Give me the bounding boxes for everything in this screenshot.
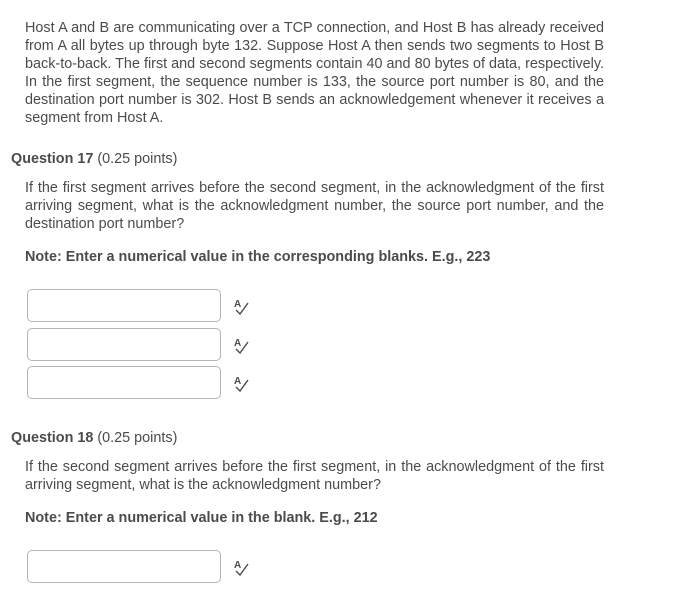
question-17-note: Note: Enter a numerical value in the corresponding blanks. E.g., 223	[25, 249, 491, 265]
question-18-number: Question 18	[11, 430, 94, 446]
svg-text:A: A	[234, 560, 242, 571]
question-17-heading	[11, 150, 177, 168]
scenario-text: Host A and B are communicating over a TCP connection, and Host B has already received from A all bytes up through byte 132. Suppose Host A then sends two segments to Host B back-to-back. The first and second segments contain 40 and 80 bytes of data, respectively. In the first segment, the sequence number is 133, the source port number is 80, and the destination port number is 302. Host B sends an acknowledgement whenever it receives a segment from Host A.	[25, 20, 604, 126]
svg-text:A: A	[234, 338, 242, 349]
q17-blank-1[interactable]	[27, 289, 221, 322]
question-18-note: Note: Enter a numerical value in the blank. E.g., 212	[25, 510, 378, 526]
question-18-heading	[11, 429, 177, 447]
q17-blank-2[interactable]	[27, 328, 221, 361]
spellcheck-icon[interactable]	[231, 374, 251, 392]
q17-blank-3[interactable]	[27, 366, 221, 399]
q18-blank-1[interactable]	[27, 550, 221, 583]
question-17-points: (0.25 points)	[97, 151, 178, 167]
svg-text:A: A	[234, 376, 242, 387]
question-17-text: If the first segment arrives before the second segment, in the acknowledgment of the first arriving segment, what is the acknowledgment number, the source port number, and the destination port number?	[25, 180, 604, 232]
spellcheck-icon[interactable]	[231, 558, 251, 576]
spellcheck-icon[interactable]	[231, 336, 251, 354]
svg-text:A: A	[234, 299, 242, 310]
spellcheck-icon[interactable]	[231, 297, 251, 315]
question-18-points: (0.25 points)	[97, 430, 178, 446]
question-17-number: Question 17	[11, 151, 94, 167]
question-18-text: If the second segment arrives before the first segment, in the acknowledgment of the first arriving segment, what is the acknowledgment number?	[25, 459, 604, 493]
